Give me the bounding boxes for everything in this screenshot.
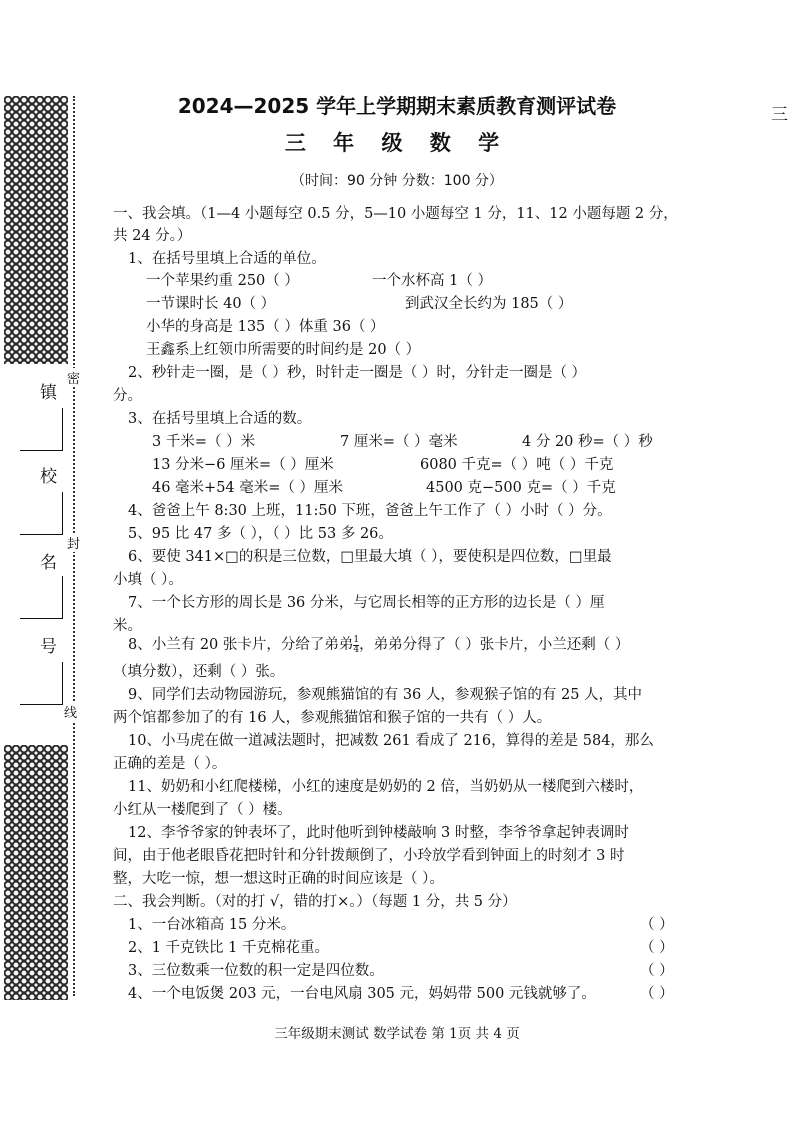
q3-r3a: 46 毫米+54 毫米=（ ）厘米	[152, 480, 344, 496]
q3-stem: 3、在括号里填上合适的数。	[128, 411, 312, 427]
q8-after: ，弟弟分得了（ ）张卡片，小兰还剩（ ）	[359, 637, 630, 653]
q7-line2: 米。	[113, 618, 142, 634]
seal-mark-xian: 线	[64, 702, 77, 721]
q1-stem: 1、在括号里填上合适的单位。	[128, 251, 326, 267]
q12-line1: 12、李爷爷家的钟表坏了，此时他听到钟楼敲响 3 时整，李爷爷拿起钟表调时	[128, 825, 629, 841]
judge-item-2: 2、1 千克铁比 1 千克棉花重。	[128, 940, 330, 956]
label-xiao: 校	[40, 467, 57, 487]
page-title: 2024—2025 学年上学期期末素质教育测评试卷	[177, 94, 617, 118]
q10-line1: 10、小马虎在做一道减法题时，把减数 261 看成了 216，算得的差是 584，那么	[128, 733, 654, 749]
q3-r1b: 7 厘米=（ ）毫米	[340, 434, 458, 450]
field-hao[interactable]	[20, 662, 63, 705]
q4: 4、爸爸上午 8:30 上班，11:50 下班，爸爸上午工作了（ ）小时（ ）分。	[128, 503, 612, 519]
section2-heading: 二、我会判断。（对的打 √，错的打×。）（每题 1 分，共 5 分）	[113, 894, 517, 910]
q5: 5、95 比 47 多（ ），（ ）比 53 多 26。	[128, 526, 393, 542]
q9-line1: 9、同学们去动物园游玩，参观熊猫馆的有 36 人，参观猴子馆的有 25 人，其中	[128, 687, 643, 703]
q8-before: 8、小兰有 20 张卡片，分给了弟弟	[128, 637, 354, 653]
q1-b: 一个水杯高 1（ ）	[372, 273, 492, 289]
binding-pattern-bottom	[4, 745, 68, 1000]
page-footer: 三年级期末测试 数学试卷 第 1页 共 4 页	[274, 1026, 520, 1042]
q12-line3: 整，大吃一惊，想一想这时正确的时间应该是（ ）。	[113, 871, 444, 887]
judge-paren-2[interactable]: （ ）	[640, 940, 674, 956]
q8-frac-num: 1	[353, 634, 360, 645]
q10-line2: 正确的差是（ ）。	[113, 756, 227, 772]
seal-mark-feng: 封	[67, 533, 80, 552]
field-ming[interactable]	[20, 576, 63, 619]
q1-a: 一个苹果约重 250（ ）	[146, 273, 299, 289]
q9-line2: 两个馆都参加了的有 16 人，参观熊猫馆和猴子馆的一共有（ ）人。	[113, 710, 552, 726]
judge-item-4: 4、一个电饭煲 203 元，一台电风扇 305 元，妈妈带 500 元钱就够了。	[128, 986, 596, 1002]
judge-paren-1[interactable]: （ ）	[640, 917, 674, 933]
judge-item-1: 1、一台冰箱高 15 分米。	[128, 917, 296, 933]
judge-paren-3[interactable]: （ ）	[640, 963, 674, 979]
q3-r1a: 3 千米=（ ）米	[152, 434, 256, 450]
judge-item-3: 3、三位数乘一位数的积一定是四位数。	[128, 963, 384, 979]
label-zhen: 镇	[40, 383, 57, 403]
q7-line1: 7、一个长方形的周长是 36 分米，与它周长相等的正方形的边长是（ ）厘	[128, 595, 605, 611]
q8-line2: （填分数），还剩（ ）张。	[113, 664, 285, 680]
q3-r2a: 13 分米−6 厘米=（ ）厘米	[152, 457, 334, 473]
judge-paren-4[interactable]: （ ）	[640, 986, 674, 1002]
q1-d: 到武汉全长约为 185（ ）	[405, 296, 573, 312]
q3-r1c: 4 分 20 秒=（ ）秒	[522, 434, 653, 450]
label-ming: 名	[40, 553, 57, 573]
seal-mark-mi: 密	[67, 368, 80, 387]
corner-char: 三	[771, 105, 788, 125]
time-info: （时间：90 分钟 分数：100 分）	[291, 173, 503, 189]
q2-line1: 2、秒针走一圈，是（ ）秒，时针走一圈是（ ）时，分针走一圈是（ ）	[128, 365, 587, 381]
section1-heading-cont: 共 24 分。）	[113, 228, 192, 244]
q6-line1: 6、要使 341×□的积是三位数，□里最大填（ ），要使积是四位数，□里最	[128, 549, 612, 565]
q1-f: 王鑫系上红领巾所需要的时间约是 20（ ）	[146, 342, 421, 358]
q6-line2: 小填（ ）。	[113, 572, 183, 588]
field-xiao[interactable]	[20, 492, 63, 535]
label-hao: 号	[40, 637, 57, 657]
q3-r2b: 6080 千克=（ ）吨（ ）千克	[420, 457, 614, 473]
q1-e: 小华的身高是 135（ ）体重 36（ ）	[146, 319, 385, 335]
q11-line2: 小红从一楼爬到了（ ）楼。	[113, 802, 292, 818]
q1-c: 一节课时长 40（ ）	[146, 296, 276, 312]
section1-heading: 一、我会填。（1—4 小题每空 0.5 分，5—10 小题每空 1 分，11、12 小题每题 2 分，	[113, 206, 678, 222]
page-subtitle: 三 年 级 数 学	[284, 131, 510, 155]
q12-line2: 间，由于他老眼昏花把时针和分针拨颠倒了，小玲放学看到钟面上的时刻才 3 时	[113, 848, 625, 864]
field-zhen[interactable]	[20, 408, 63, 451]
q3-r3b: 4500 克−500 克=（ ）千克	[426, 480, 616, 496]
q2-line2: 分。	[113, 388, 142, 404]
q8-line1	[128, 633, 629, 655]
q8-frac-den: 4	[353, 644, 360, 655]
q11-line1: 11、奶奶和小红爬楼梯，小红的速度是奶奶的 2 倍，当奶奶从一楼爬到六楼时，	[128, 779, 644, 795]
